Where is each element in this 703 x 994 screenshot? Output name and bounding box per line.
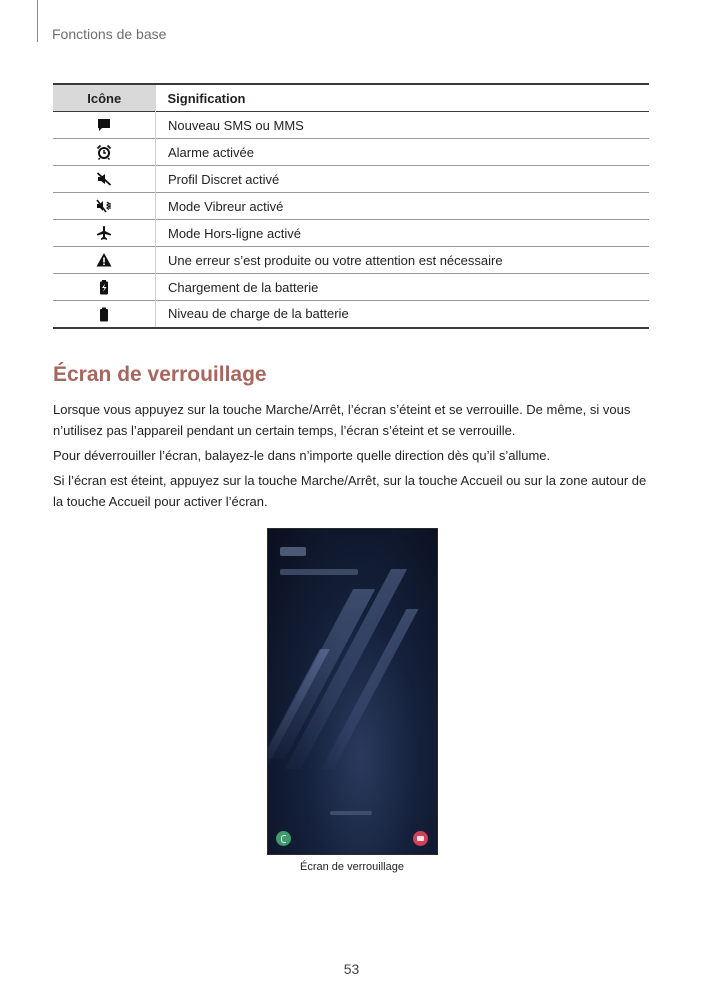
section-body: [53, 399, 649, 516]
row-meaning: Chargement de la batterie: [168, 279, 319, 295]
airplane-icon: [96, 225, 112, 241]
column-header-meaning: Signification: [167, 90, 246, 106]
running-title: Fonctions de base: [52, 26, 167, 42]
table-row: [53, 301, 649, 328]
table-row: [53, 193, 649, 220]
alarm-icon: [96, 144, 112, 160]
table-row: [53, 247, 649, 274]
column-header-icon: Icône: [53, 84, 156, 112]
paragraph: Lorsque vous appuyez sur la touche Marche/Arrêt, l’écran s’éteint et se verrouille. De même, si vous n’utilisez pas l’appareil pendant un certain temps, l’écran s’éteint et se verrouille.: [53, 402, 631, 438]
unlock-hint: [330, 811, 372, 815]
battery-level-icon: [96, 306, 112, 322]
lock-screen-date: [280, 569, 358, 575]
status-icons-table: [53, 83, 649, 329]
paragraph: Si l’écran est éteint, appuyez sur la touche Marche/Arrêt, sur la touche Accueil ou sur la zone autour de la touche Accueil pour activer l’écran.: [53, 473, 647, 509]
battery-charging-icon: [96, 279, 112, 295]
table-header-row: [53, 84, 649, 112]
warning-icon: [96, 252, 112, 268]
row-meaning: Mode Vibreur activé: [168, 198, 284, 214]
lock-screen-image: [267, 528, 438, 855]
table-row: [53, 274, 649, 301]
lock-screen-clock: [280, 547, 306, 556]
table-row: [53, 220, 649, 247]
figure-caption: Écran de verrouillage: [300, 861, 404, 873]
row-meaning: Mode Hors-ligne activé: [168, 225, 301, 241]
vibrate-icon: [96, 198, 112, 214]
mute-icon: [96, 171, 112, 187]
table-row: [53, 139, 649, 166]
phone-shortcut-icon: [276, 831, 291, 846]
row-meaning: Niveau de charge de la batterie: [168, 306, 349, 322]
row-meaning: Une erreur s’est produite ou votre attention est nécessaire: [168, 252, 503, 268]
camera-shortcut-icon: [413, 831, 428, 846]
section-title: Écran de verrouillage: [53, 363, 267, 386]
side-rule: [37, 0, 38, 42]
row-meaning: Profil Discret activé: [168, 171, 280, 187]
page-number: 53: [343, 961, 360, 977]
paragraph: Pour déverrouiller l’écran, balayez-le dans n’importe quelle direction dès qu’il s’allume.: [53, 448, 551, 463]
row-meaning: Nouveau SMS ou MMS: [168, 117, 304, 133]
table-row: [53, 112, 649, 139]
table-row: [53, 166, 649, 193]
row-meaning: Alarme activée: [168, 144, 254, 160]
message-icon: [96, 117, 112, 133]
